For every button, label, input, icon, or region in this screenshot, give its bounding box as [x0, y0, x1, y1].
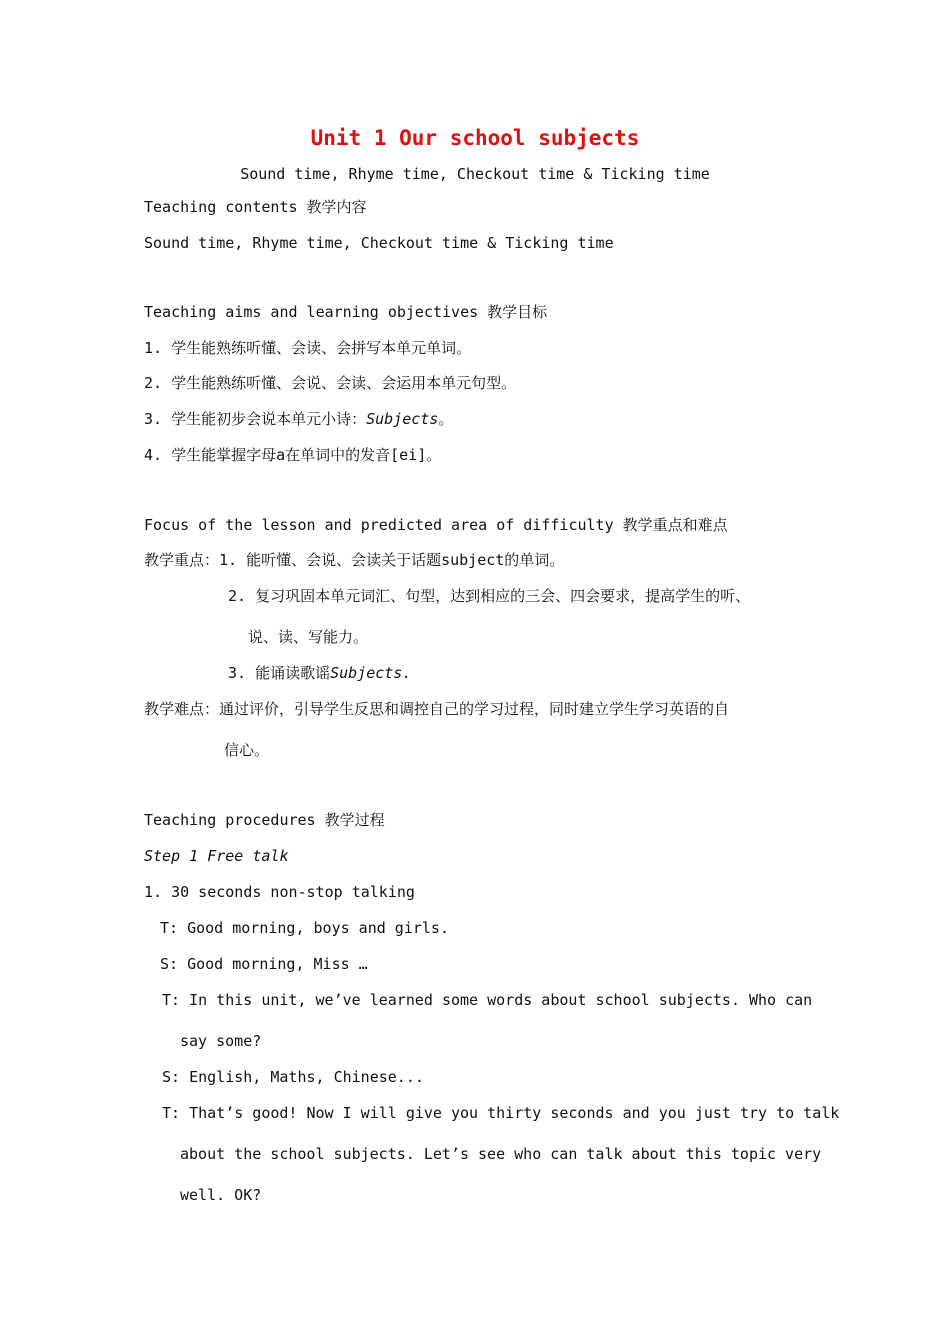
key-point-3-text: 3. 能诵读歌谣 — [228, 664, 331, 682]
section-heading-procedures: Teaching procedures 教学过程 — [144, 811, 385, 829]
aim-item-3-text: 3. 学生能初步会说本单元小诗： — [144, 410, 367, 428]
difficulty-point-continued: 信心。 — [224, 741, 270, 759]
aim-item-1: 1. 学生能熟练听懂、会读、会拼写本单元单词。 — [144, 339, 472, 357]
dialogue-line-teacher-1: T: Good morning, boys and girls. — [160, 919, 449, 937]
dialogue-line-student-1: S: Good morning, Miss … — [160, 955, 368, 973]
key-point-3 — [228, 663, 411, 683]
procedure-item-1: 1. 30 seconds non-stop talking — [144, 883, 415, 901]
dialogue-line-teacher-3: T: That’s good! Now I will give you thirty seconds and you just try to talk — [162, 1104, 840, 1122]
difficulty-point: 教学难点：通过评价，引导学生反思和调控自己的学习过程，同时建立学生学习英语的自 — [144, 700, 730, 718]
dialogue-line-teacher-2-continued: say some? — [180, 1032, 262, 1050]
key-point-3-rhyme-title: Subjects. — [330, 664, 412, 682]
aim-item-3 — [144, 409, 453, 429]
rhyme-title: Subjects — [366, 410, 439, 428]
aim-item-4: 4. 学生能掌握字母a在单词中的发音[ei]。 — [144, 446, 442, 464]
dialogue-line-teacher-2: T: In this unit, we’ve learned some words about school subjects. Who can — [162, 991, 813, 1009]
key-point-1: 教学重点：1. 能听懂、会说、会读关于话题subject的单词。 — [144, 551, 565, 569]
section-heading-contents: Teaching contents 教学内容 — [144, 198, 367, 216]
dialogue-line-student-2: S: English, Maths, Chinese... — [162, 1068, 424, 1086]
key-point-2: 2. 复习巩固本单元词汇、句型，达到相应的三会、四会要求，提高学生的听、 — [228, 587, 751, 605]
section-heading-aims: Teaching aims and learning objectives 教学目标 — [144, 303, 548, 321]
step-1-heading: Step 1 Free talk — [144, 847, 289, 865]
document-subtitle: Sound time, Rhyme time, Checkout time & Ticking time — [240, 165, 710, 183]
aim-item-3-end: 。 — [438, 410, 454, 428]
key-point-2-continued: 说、读、写能力。 — [248, 628, 369, 646]
document-title: Unit 1 Our school subjects — [310, 126, 640, 150]
aim-item-2: 2. 学生能熟练听懂、会说、会读、会运用本单元句型。 — [144, 374, 517, 392]
contents-body: Sound time, Rhyme time, Checkout time & Ticking time — [144, 234, 614, 252]
dialogue-line-teacher-3-end: well. OK? — [180, 1186, 262, 1204]
dialogue-line-teacher-3-continued: about the school subjects. Let’s see who can talk about this topic very — [180, 1145, 822, 1163]
section-heading-focus: Focus of the lesson and predicted area of difficulty 教学重点和难点 — [144, 516, 728, 534]
